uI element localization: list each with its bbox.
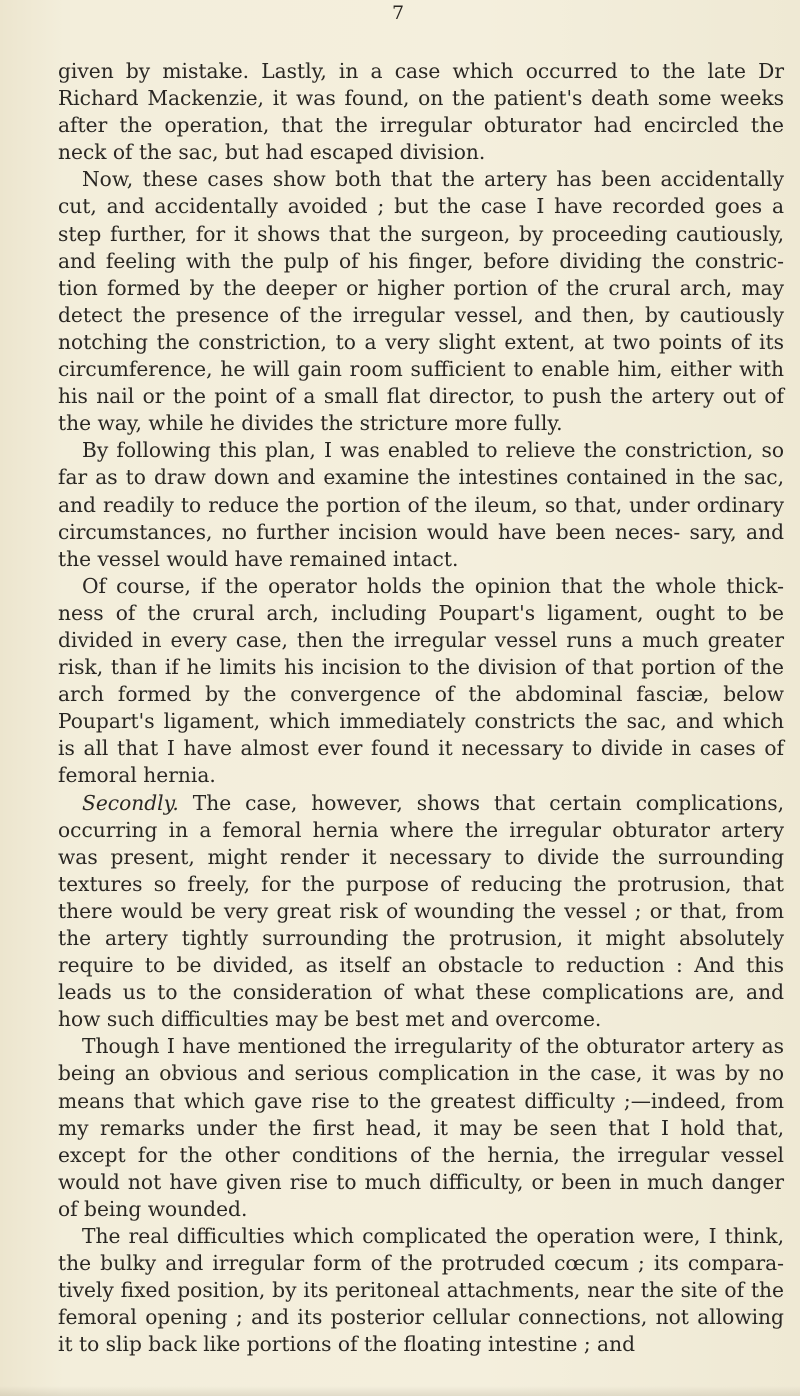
paragraph-5 xyxy=(58,790,784,1034)
paragraph-1: given by mistake. Lastly, in a case which occurred to the late Dr Richard Mackenzie, it was found, on the patient's death some weeks after the operation, that the irregular obturator had encircled the neck of the sac, but had escaped division. xyxy=(58,59,784,165)
paragraph-4: Of course, if the operator holds the opinion that the whole thick- ness of the crural arch, including Poupart's ligament, ought to be divided in every case, then the irregular vessel runs a much greater risk, than if he limits his incision to the division of that portion of the arch formed by the convergence of the abdominal fasciæ, below Poupart's ligament, which immediately constricts the sac, and which is all that I have almost ever found it necessary to divide in cases of femoral hernia. xyxy=(58,573,784,788)
paragraph-7: The real difficulties which complicated the operation were, I think, the bulky and irregular form of the protruded cœcum ; its compara- tively fixed position, by its peritoneal attachments, near the site of the femoral opening ; and its posterior cellular connections, not allowing it to slip back like portions of the floating intestine ; and xyxy=(58,1224,784,1357)
paragraph-6: Though I have mentioned the irregularity of the obturator artery as being an obvious and serious complication in the case, it was by no means that which gave rise to the greatest difficulty ;—indeed, from my remarks under the first head, it may be seen that I hold that, except for the other conditions of the hernia, the irregular vessel would not have given rise to much difficulty, or been in much danger of being wounded. xyxy=(58,1034,784,1221)
body-text xyxy=(58,58,784,1359)
paragraph-2: Now, these cases show both that the artery has been accidentally cut, and accidentally avoided ; but the case I have recorded goes a step further, for it shows that the surgeon, by proceeding cautiously, and feeling with the pulp of his finger, before dividing the constric- tion formed by the deeper or higher portion of the crural arch, may detect the presence of the irregular vessel, and then, by cautiously notching the constriction, to a very slight extent, at two points of its circumference, he will gain room sufficient to enable him, either with his nail or the point of a small flat director, to push the artery out of the way, while he divides the stricture more fully. xyxy=(58,167,784,436)
paragraph-5-body: The case, however, shows that certain complications, occurring in a femoral hernia where the irregular obturator artery was present, might render it necessary to divide the surrounding textures so freely, for the purpose of reducing the protrusion, that there would be very great risk of wounding the vessel ; or that, from the artery tightly surrounding the protrusion, it might absolutely require to be divided, as itself an obstacle to reduction : And this leads us to the consideration of what these complications are, and how such difficulties may be best met and overcome. xyxy=(58,790,784,1032)
paragraph-5-lead: Secondly. xyxy=(82,790,179,815)
page-bottom-edge xyxy=(0,1386,800,1396)
page-number: 7 xyxy=(392,2,405,24)
paragraph-3: By following this plan, I was enabled to relieve the constriction, so far as to draw down and examine the intestines contained in the sac, and readily to reduce the portion of the ileum, so that, under ordinary circumstances, no further incision would have been neces- sary, and the vessel would have remained intact. xyxy=(58,438,784,571)
